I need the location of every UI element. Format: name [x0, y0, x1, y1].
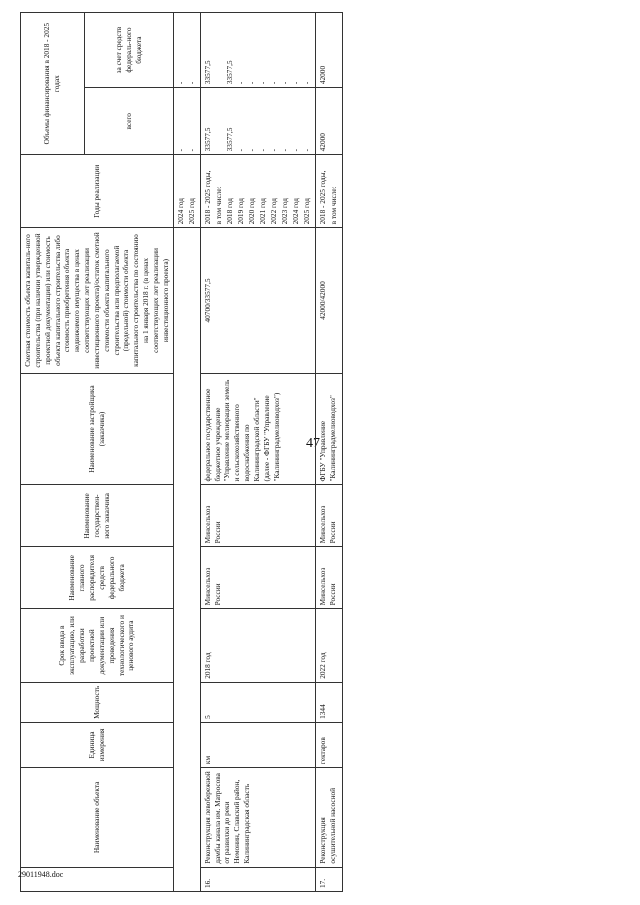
- fed-value: -: [235, 81, 245, 85]
- fed-value: -: [301, 81, 311, 85]
- year-label: 2024 год: [290, 197, 300, 225]
- total-cell: [173, 88, 200, 155]
- capacity-header: Мощность: [21, 682, 174, 722]
- customer-value: Минсельхоз России: [200, 485, 315, 547]
- year-label: 2018 - 2025 годы,: [202, 170, 212, 225]
- total-cell: [315, 88, 342, 155]
- year-label: 2019 год: [235, 197, 245, 225]
- total-header: всего: [84, 88, 173, 155]
- funding-header: Объемы финансирования в 2018 - 2025 годах: [21, 13, 85, 155]
- footer-filename: 29011948.doc: [18, 870, 64, 879]
- developer-value: ФГБУ "Управление "Калининградмелиоводхоз": [315, 373, 342, 485]
- fed-value: 42000: [317, 65, 327, 85]
- fed-value: -: [175, 81, 185, 85]
- fed-cell: [200, 13, 315, 88]
- fed-value: -: [257, 81, 267, 85]
- total-value: -: [175, 148, 185, 152]
- year-label: 2023 год: [279, 197, 289, 225]
- capacity-value: 5: [200, 682, 315, 722]
- table-row: [173, 13, 200, 892]
- years-cell: [315, 155, 342, 228]
- rotated-table-wrapper: [20, 12, 620, 892]
- object-name: Реконструкция левобережной дамбы канала им. Матросова от развилки до реки Немонин, Славский район, Калининградская область: [200, 768, 315, 868]
- main-manager-header: Наименование главного распорядителя средств федерального бюджета: [21, 547, 174, 609]
- total-value: [329, 91, 340, 151]
- fed-cell: [173, 13, 200, 88]
- year-label: 2022 год: [268, 197, 278, 225]
- object-name: Реконструкция осушительной насосной: [315, 768, 342, 868]
- funding-table: [20, 12, 343, 892]
- total-value: -: [186, 148, 196, 152]
- table-row: [200, 13, 315, 892]
- fed-value: [214, 16, 225, 84]
- unit-value: км: [200, 722, 315, 767]
- year-label: 2018 - 2025 годы,: [317, 170, 327, 225]
- year-label: 2025 год: [186, 197, 196, 225]
- developer-value: федеральное государственное бюджетное учреждение "Управление мелиорации земель и сельскохозяйственного водоснабжения по Калининградской области" (далее - ФГБУ "Управление "Калининградмелиоводхоз"): [200, 373, 315, 485]
- year-label: в том числе:: [213, 186, 223, 225]
- unit-header: Единица измерения: [21, 722, 174, 767]
- years-cell: [173, 155, 200, 228]
- unit-value: гектаров: [315, 722, 342, 767]
- row-number: 17.: [315, 867, 342, 891]
- header-row: [21, 13, 85, 892]
- capacity-value: 1344: [315, 682, 342, 722]
- total-cell: [200, 88, 315, 155]
- year-label: 2024 год: [175, 197, 185, 225]
- term-value: 2022 год: [315, 609, 342, 682]
- row-number: 16.: [200, 867, 315, 891]
- cost-header: Сметная стоимость объекта капиталь-ного строительства (при наличии утвержденной проектной документации) или стоимость объекта капитального строительства либо стоимость приобретения объекта недвижимого имущества в ценах соответствующих лет реализации инвестиционного проекта)/остаток сметной стоимости объекта капитального строительства или предполагаемой (предельной) стоимости объекта капитального строительства по состоянию на 1 января 2018 г. (в ценах соответствующих лет реализации инвестиционного проекта): [21, 228, 174, 373]
- total-value: -: [268, 148, 278, 152]
- fed-value: -: [268, 81, 278, 85]
- fed-value: 33577,5: [202, 60, 212, 85]
- years-cell: [200, 155, 315, 228]
- total-value: -: [235, 148, 245, 152]
- fed-value: 33577,5: [224, 60, 234, 85]
- fed-header: за счет средств федераль-ного бюджета: [84, 13, 173, 88]
- main-manager-value: Минсельхоз России: [315, 547, 342, 609]
- fed-cell: [315, 13, 342, 88]
- total-value: -: [290, 148, 300, 152]
- main-manager-value: Минсельхоз России: [200, 547, 315, 609]
- cost-value: 40700/33577,5: [200, 228, 315, 373]
- year-label: в том числе:: [328, 186, 338, 225]
- term-value: 2018 год: [200, 609, 315, 682]
- total-value: 42000: [317, 133, 327, 152]
- years-header: Годы реализации: [21, 155, 174, 228]
- fed-value: -: [246, 81, 256, 85]
- term-header: Срок ввода в эксплуатацию, или разработки проектной документации или проведения технологического и ценового аудита: [21, 609, 174, 682]
- fed-value: -: [186, 81, 196, 85]
- total-value: 33577,5: [202, 127, 212, 152]
- customer-value: Минсельхоз России: [315, 485, 342, 547]
- table-row: [315, 13, 342, 892]
- total-value: 33577,5: [224, 127, 234, 152]
- total-value: -: [257, 148, 267, 152]
- year-label: 2025 год: [301, 197, 311, 225]
- year-label: 2020 год: [246, 197, 256, 225]
- customer-header: Наименование государствен-ного заказчика: [21, 485, 174, 547]
- page-number: 47: [306, 436, 320, 451]
- continuation-cell: [173, 228, 200, 892]
- developer-header: Наименование застройщика (заказчика): [21, 373, 174, 485]
- total-value: [214, 91, 225, 151]
- fed-value: -: [279, 81, 289, 85]
- fed-value: -: [290, 81, 300, 85]
- name-header: Наименование объекта: [21, 768, 174, 868]
- total-value: -: [301, 148, 311, 152]
- total-value: -: [279, 148, 289, 152]
- year-label: 2021 год: [257, 197, 267, 225]
- total-value: -: [246, 148, 256, 152]
- year-label: 2018 год: [224, 197, 234, 225]
- fed-value: [329, 16, 340, 84]
- cost-value: 42000/42000: [315, 228, 342, 373]
